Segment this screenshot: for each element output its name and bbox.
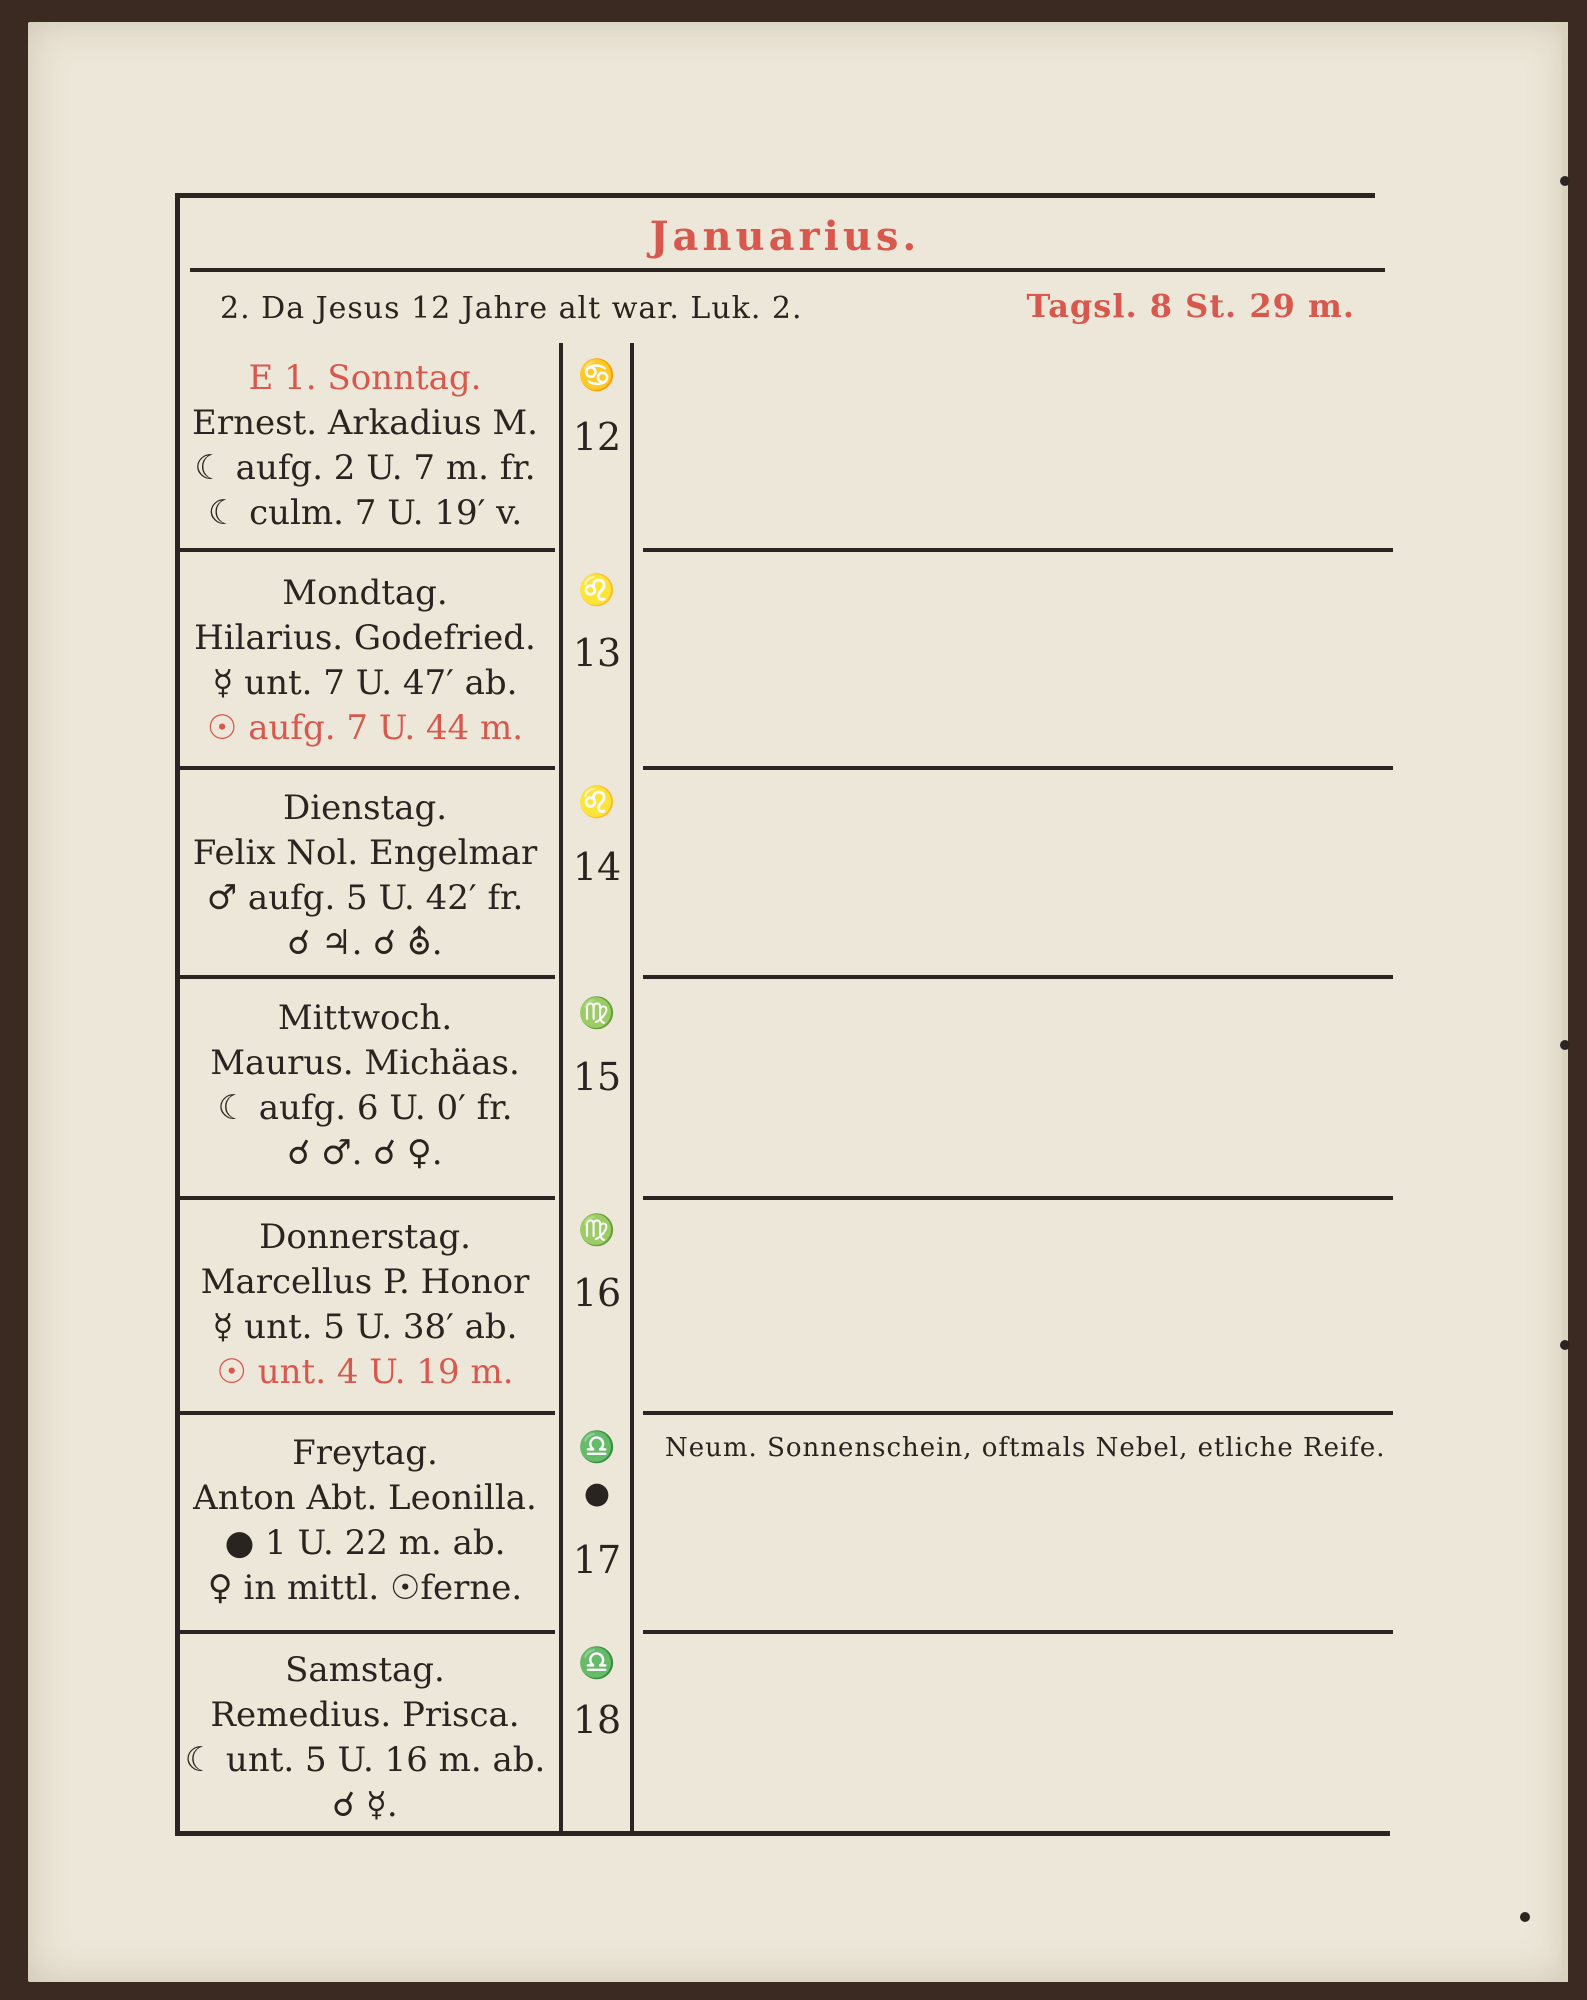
day-entry — [175, 1215, 555, 1395]
day-entry — [175, 1648, 555, 1828]
day-separator-left — [180, 1411, 555, 1415]
binding-mark — [1560, 176, 1570, 186]
saints: Marcellus P. Honor — [200, 1262, 530, 1302]
astronomy-line: ☌ ♃. ☌ ⛢. — [287, 923, 443, 963]
astronomy-line: ☾ aufg. 2 U. 7 m. fr. — [194, 448, 536, 488]
day-separator-right — [643, 975, 1393, 979]
top-rule — [175, 193, 1375, 198]
astronomy-line: ☉ unt. 4 U. 19 m. — [216, 1352, 514, 1392]
moon-day-number: 16 — [572, 1271, 622, 1315]
day-name: Dienstag. — [282, 788, 448, 828]
saints: Ernest. Arkadius M. — [192, 403, 538, 443]
day-name: Donnerstag. — [259, 1217, 471, 1257]
moon-day-number: 13 — [572, 631, 622, 675]
astronomy-line: ☾ unt. 5 U. 16 m. ab. — [184, 1740, 546, 1780]
day-separator-right — [643, 1196, 1393, 1200]
moon-day-number: 12 — [572, 415, 622, 459]
zodiac-sign-icon: ♌ — [578, 785, 616, 820]
day-entry — [175, 996, 555, 1176]
saints: Hilarius. Godefried. — [194, 618, 536, 658]
astronomy-line: ♂ aufg. 5 U. 42′ fr. — [206, 878, 524, 918]
day-separator-left — [180, 975, 555, 979]
moon-day-number: 17 — [572, 1538, 622, 1582]
zodiac-sign-icon: ♎ — [578, 1430, 616, 1465]
astronomy-line: ☉ aufg. 7 U. 44 m. — [206, 708, 524, 748]
saints: Maurus. Michäas. — [210, 1043, 520, 1083]
day-name: Freytag. — [292, 1433, 438, 1473]
moon-day-number: 15 — [572, 1055, 622, 1099]
zodiac-sign-icon: ♎ — [578, 1646, 616, 1681]
calendar-table — [175, 193, 1395, 1843]
astronomy-line: ☿ unt. 7 U. 47′ ab. — [212, 663, 518, 703]
month-title: Januarius. — [649, 213, 921, 260]
day-name: Mittwoch. — [277, 998, 453, 1038]
bottom-rule — [175, 1831, 1390, 1836]
saints: Remedius. Prisca. — [210, 1695, 520, 1735]
moon-day-number: 14 — [572, 845, 622, 889]
day-separator-right — [643, 766, 1393, 770]
astronomy-line: ☌ ☿. — [332, 1785, 398, 1825]
day-separator-left — [180, 1196, 555, 1200]
day-entry — [175, 1431, 555, 1611]
day-separator-right — [643, 1630, 1393, 1634]
day-separator-left — [180, 548, 555, 552]
astronomy-line: ☿ unt. 5 U. 38′ ab. — [212, 1307, 518, 1347]
day-name: Samstag. — [285, 1650, 445, 1690]
binding-mark — [1560, 1340, 1570, 1350]
day-separator-right — [643, 1411, 1393, 1415]
saints: Felix Nol. Engelmar — [192, 833, 538, 873]
zodiac-sign-icon: ♍ — [578, 1213, 616, 1248]
new-moon-icon: ● — [583, 1476, 611, 1511]
gospel-reference: 2. Da Jesus 12 Jahre alt war. Luk. 2. — [220, 291, 803, 326]
day-entry — [175, 786, 555, 966]
binding-mark — [1520, 1912, 1530, 1922]
day-separator-left — [180, 766, 555, 770]
saints: Anton Abt. Leonilla. — [193, 1478, 537, 1518]
day-entry — [175, 356, 555, 536]
day-length: Tagsl. 8 St. 29 m. — [1026, 287, 1355, 325]
day-separator-right — [643, 548, 1393, 552]
moon-day-number: 18 — [572, 1698, 622, 1742]
title-rule — [190, 268, 1385, 272]
day-name: E 1. Sonntag. — [248, 358, 482, 398]
astronomy-line: ● 1 U. 22 m. ab. — [224, 1523, 506, 1563]
astronomy-line: ☾ aufg. 6 U. 0′ fr. — [217, 1088, 513, 1128]
sign-column-right — [630, 343, 634, 1833]
astronomy-line: ☾ culm. 7 U. 19′ v. — [207, 493, 523, 533]
day-entry — [175, 571, 555, 751]
zodiac-sign-icon: ♍ — [578, 996, 616, 1031]
zodiac-sign-icon: ♌ — [578, 573, 616, 608]
zodiac-sign-icon: ♋ — [578, 358, 616, 393]
sign-column-left — [559, 343, 563, 1833]
binding-mark — [1560, 1040, 1570, 1050]
day-separator-left — [180, 1630, 555, 1634]
astronomy-line: ♀ in mittl. ☉ferne. — [207, 1568, 523, 1608]
astronomy-line: ☌ ♂. ☌ ♀. — [287, 1133, 443, 1173]
weather-forecast: Neum. Sonnenschein, oftmals Nebel, etliche Reife. — [665, 1433, 1386, 1463]
day-name: Mondtag. — [282, 573, 448, 613]
